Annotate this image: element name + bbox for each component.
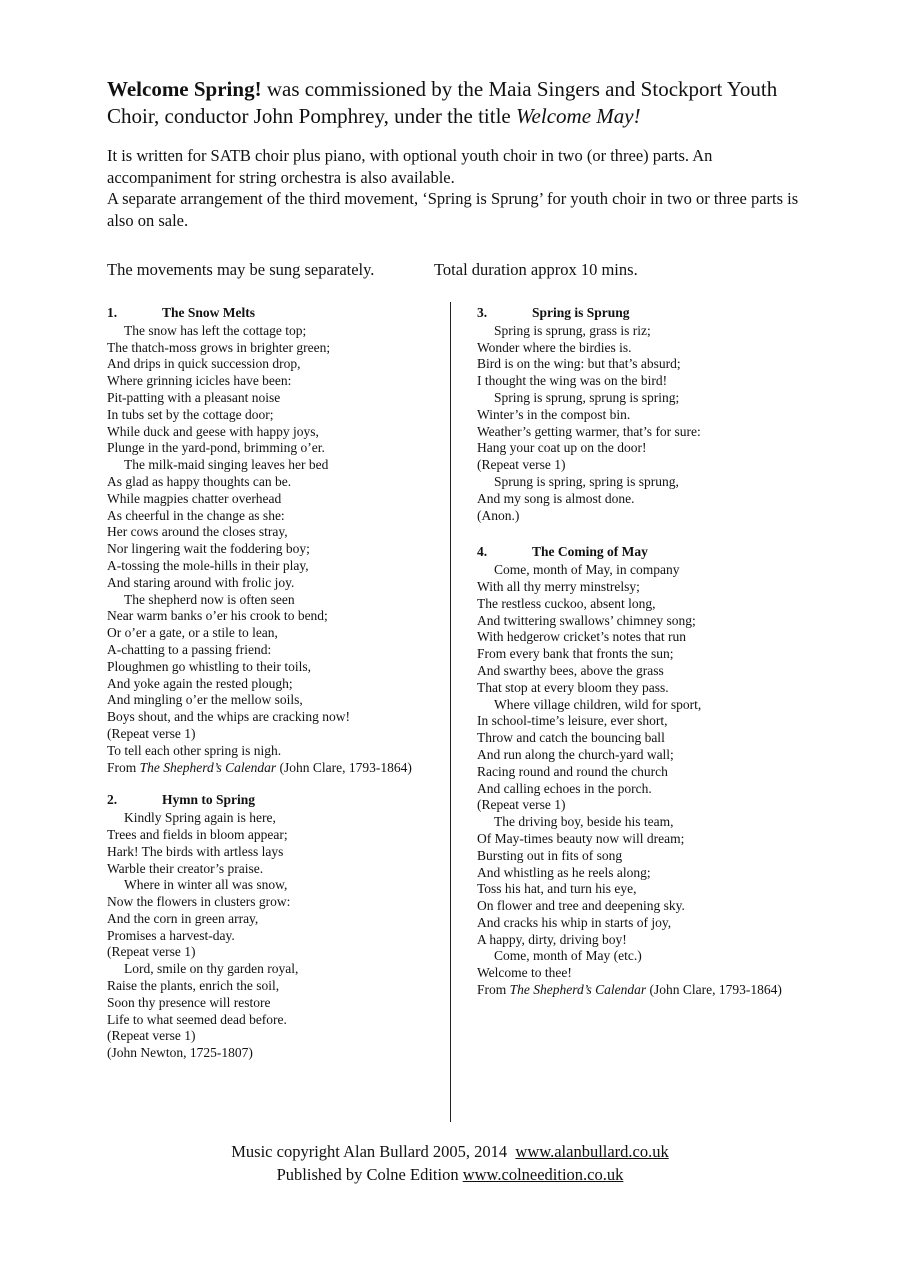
verse-line: Spring is sprung, sprung is spring; (494, 389, 680, 405)
verse-line: While duck and geese with happy joys, (107, 423, 319, 439)
verse-line: As glad as happy thoughts can be. (107, 473, 292, 489)
verse-lines (107, 323, 427, 760)
verse-line: Sprung is spring, spring is sprung, (494, 473, 679, 489)
publisher-line (0, 1163, 900, 1186)
verse-line: And staring around with frolic joy. (107, 574, 295, 590)
original-title: Welcome May! (515, 104, 641, 128)
section-title: Hymn to Spring (162, 792, 256, 808)
source-prefix: From (477, 982, 510, 998)
verse-line: Raise the plants, enrich the soil, (107, 978, 280, 994)
verse-line: From every bank that fronts the sun; (477, 646, 674, 662)
verse-line: Ploughmen go whistling to their toils, (107, 658, 312, 674)
verse-line: Promises a harvest-day. (107, 927, 235, 943)
section-title: Spring is Sprung (532, 305, 630, 320)
verse-line: Where in winter all was snow, (124, 877, 288, 893)
verse-line: Racing round and round the church (477, 763, 668, 779)
left-column (107, 305, 427, 1078)
verse-line: The restless cuckoo, absent long, (477, 595, 656, 611)
intro-title-text: was commissioned by the Maia Singers and Stockport Youth Choir, conductor John Pomphrey, under the title (107, 77, 778, 128)
section-spring-is-sprung (477, 305, 797, 524)
verse-line: To tell each other spring is nigh. (107, 742, 282, 758)
movements-note: The movements may be sung separately. (107, 260, 375, 279)
section-heading (477, 544, 797, 561)
work-title: Welcome Spring! (107, 77, 262, 101)
verse-line: Welcome to thee! (477, 965, 572, 981)
verse-line: Pit-patting with a pleasant noise (107, 389, 281, 405)
right-column (477, 305, 797, 1015)
verse-line: The shepherd now is often seen (124, 591, 295, 607)
verse-line: Now the flowers in clusters grow: (107, 894, 291, 910)
source-book: The Shepherd’s Calendar (509, 982, 647, 998)
publisher-website-link[interactable]: www.colneedition.co.uk (462, 1165, 624, 1184)
intro-title (107, 76, 807, 130)
verse-line: And calling echoes in the porch. (477, 780, 652, 796)
section-title: The Snow Melts (162, 305, 256, 320)
section-number: 3. (477, 305, 488, 320)
verse-line: A-chatting to a passing friend: (107, 641, 272, 657)
verse-line: And swarthy bees, above the grass (477, 662, 664, 678)
verse-line: With all thy merry minstrelsy; (477, 578, 640, 594)
copyright-line (0, 1140, 900, 1163)
section-snow-melts (107, 305, 427, 776)
duration-note: Total duration approx 10 mins. (434, 260, 638, 279)
scoring-paragraph: It is written for SATB choir plus piano, with optional youth choir in two (or three) parts. An accompaniment for string orchestra is also available. (107, 146, 713, 187)
verse-line: The thatch-moss grows in brighter green; (107, 339, 331, 355)
copyright-text: Music copyright Alan Bullard 2005, 2014 (231, 1142, 508, 1161)
verse-line: Soon thy presence will restore (107, 994, 271, 1010)
verse-line: The milk-maid singing leaves her bed (124, 457, 329, 473)
arrangement-paragraph: A separate arrangement of the third movement, ‘Spring is Sprung’ for youth choir in two or three parts is also on sale. (107, 189, 799, 230)
composer-website-link[interactable]: www.alanbullard.co.uk (515, 1142, 669, 1161)
verse-line: And cracks his whip in starts of joy, (477, 914, 672, 930)
verse-line: And mingling o’er the mellow soils, (107, 692, 303, 708)
verse-line: Throw and catch the bouncing ball (477, 730, 665, 746)
verse-line: (Repeat verse 1) (477, 797, 566, 813)
verse-line: Bird is on the wing: but that’s absurd; (477, 356, 681, 372)
verse-line: Of May-times beauty now will dream; (477, 830, 685, 846)
source-author: (John Clare, 1793-1864) (646, 982, 782, 998)
column-divider (450, 302, 451, 1122)
verse-line: Boys shout, and the whips are cracking now! (107, 709, 350, 725)
section-heading (477, 305, 797, 322)
verse-line: Near warm banks o’er his crook to bend; (107, 608, 328, 624)
verse-line: In school-time’s leisure, ever short, (477, 713, 668, 729)
verse-line: While magpies chatter overhead (107, 490, 282, 506)
verse-line: Winter’s in the compost bin. (477, 406, 631, 422)
verse-line: Her cows around the closes stray, (107, 524, 288, 540)
verse-line: And whistling as he reels along; (477, 864, 651, 880)
verse-line: As cheerful in the change as she: (107, 507, 285, 523)
verse-line: Come, month of May, in company (494, 562, 680, 578)
footer (0, 1140, 900, 1186)
verse-line: Warble their creator’s praise. (107, 860, 264, 876)
section-number: 1. (107, 305, 118, 320)
section-hymn-to-spring (107, 792, 427, 1062)
verse-line: (Repeat verse 1) (107, 1028, 196, 1044)
verse-line: A happy, dirty, driving boy! (477, 931, 627, 947)
verse-line: Trees and fields in bloom appear; (107, 826, 288, 842)
verse-line: Hark! The birds with artless lays (107, 843, 284, 859)
section-heading (107, 792, 427, 809)
verse-line: I thought the wing was on the bird! (477, 373, 668, 389)
verse-line: Nor lingering wait the foddering boy; (107, 541, 310, 557)
source-author: (John Clare, 1793-1864) (276, 759, 412, 775)
verse-line: Where village children, wild for sport, (494, 696, 702, 712)
verse-lines (477, 323, 797, 525)
verse-line: Bursting out in fits of song (477, 847, 623, 863)
verse-line: Come, month of May (etc.) (494, 948, 642, 964)
verse-line: And twittering swallows’ chimney song; (477, 612, 696, 628)
verse-line: On flower and tree and deepening sky. (477, 898, 685, 914)
verse-line: (Repeat verse 1) (107, 944, 196, 960)
verse-line: (Repeat verse 1) (107, 725, 196, 741)
verse-line: And the corn in green array, (107, 910, 259, 926)
verse-line: The snow has left the cottage top; (124, 322, 307, 338)
verse-line: Life to what seemed dead before. (107, 1011, 287, 1027)
source-prefix: From (107, 759, 140, 775)
verse-line: Lord, smile on thy garden royal, (124, 961, 299, 977)
publisher-text: Published by Colne Edition (276, 1165, 459, 1184)
section-heading (107, 305, 427, 322)
verse-lines (477, 562, 797, 982)
section-coming-of-may (477, 544, 797, 999)
verse-line: With hedgerow cricket’s notes that run (477, 629, 687, 645)
verse-line: (Anon.) (477, 507, 520, 523)
verse-line: Toss his hat, and turn his eye, (477, 881, 637, 897)
intro-block (107, 76, 807, 231)
verse-line: Hang your coat up on the door! (477, 440, 647, 456)
verse-lines (107, 810, 427, 1062)
verse-line: (Repeat verse 1) (477, 457, 566, 473)
source-credit (107, 760, 427, 777)
verse-line: Wonder where the birdies is. (477, 339, 632, 355)
section-title: The Coming of May (532, 544, 648, 560)
verse-line: And drips in quick succession drop, (107, 356, 301, 372)
verse-line: Or o’er a gate, or a stile to lean, (107, 625, 278, 641)
verse-line: That stop at every bloom they pass. (477, 679, 669, 695)
verse-line: In tubs set by the cottage door; (107, 406, 274, 422)
verse-line: And yoke again the rested plough; (107, 675, 293, 691)
verse-line: And run along the church-yard wall; (477, 746, 674, 762)
verse-line: Where grinning icicles have been: (107, 373, 292, 389)
section-number: 2. (107, 792, 118, 808)
source-credit (477, 982, 797, 999)
verse-line: Kindly Spring again is here, (124, 810, 276, 826)
source-book: The Shepherd’s Calendar (139, 759, 277, 775)
verse-line: Spring is sprung, grass is riz; (494, 322, 651, 338)
verse-line: (John Newton, 1725-1807) (107, 1045, 253, 1061)
section-number: 4. (477, 544, 488, 560)
verse-line: Plunge in the yard-pond, brimming o’er. (107, 440, 325, 456)
verse-line: A-tossing the mole-hills in their play, (107, 557, 309, 573)
verse-line: And my song is almost done. (477, 490, 635, 506)
verse-line: Weather’s getting warmer, that’s for sure: (477, 423, 701, 439)
verse-line: The driving boy, beside his team, (494, 814, 674, 830)
